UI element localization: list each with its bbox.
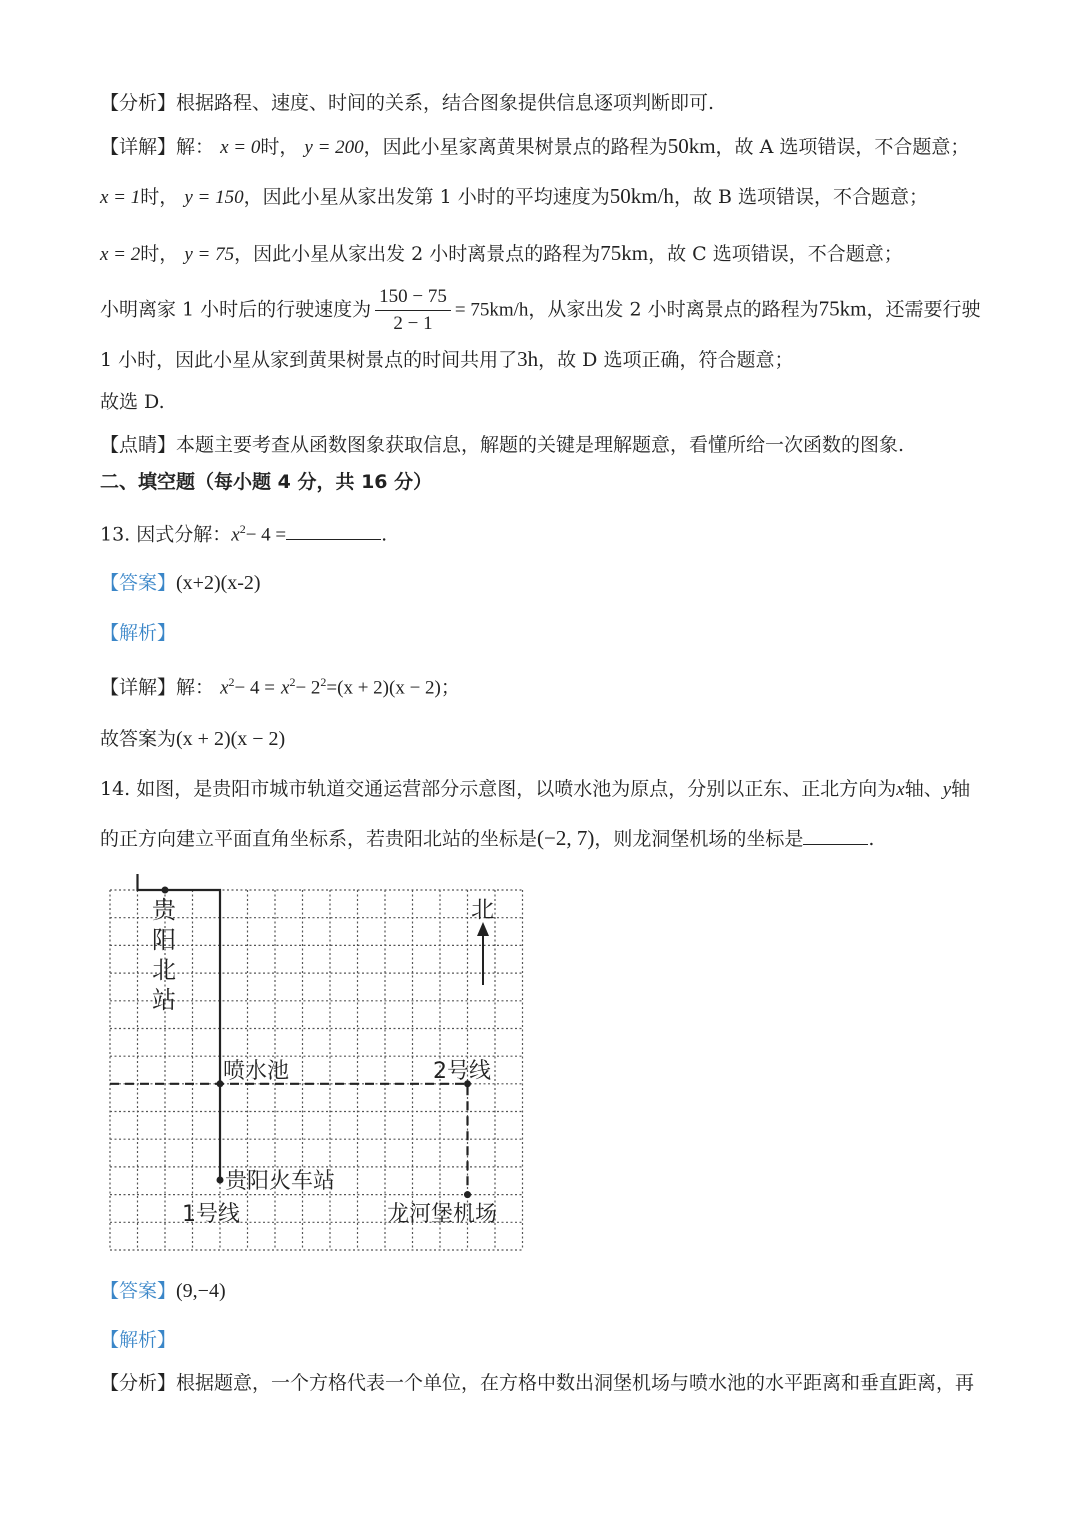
answer-blank	[803, 826, 868, 845]
north-station-label-4: 站	[152, 986, 176, 1014]
math-unit: 50km	[667, 134, 716, 158]
text: 时，	[140, 243, 179, 265]
math-unit: 3h	[517, 347, 539, 371]
answer-value: (x+2)(x-2)	[176, 572, 261, 594]
detail-tag: 【详解】	[100, 136, 177, 158]
north-station-label-2: 阳	[152, 926, 176, 954]
math-var: x	[281, 677, 290, 699]
math-sup: 2	[239, 522, 246, 536]
metro-line-1	[138, 874, 221, 1180]
text: 小明离家 1 小时后的行驶速度为	[100, 298, 372, 321]
detail-line-1	[100, 133, 969, 161]
north-label: 北	[471, 897, 494, 923]
text: ，则龙洞堡机场的坐标是	[594, 828, 804, 850]
analysis-line	[100, 90, 714, 116]
north-station-label-3: 北	[152, 956, 176, 984]
train-station-dot	[217, 1177, 224, 1184]
text: 解：	[176, 676, 215, 699]
airport-dot	[464, 1191, 471, 1198]
question-text: 14. 如图，是贵阳市城市轨道交通运营部分示意图，以喷水池为原点，分别以正东、正北方向为	[100, 778, 897, 800]
text: ，因此小星家离黄果树景点的路程为	[363, 136, 668, 158]
text: 时，	[140, 186, 179, 208]
math-sup: 2	[228, 675, 235, 689]
analysis-text: 根据路程、速度、时间的关系，结合图象提供信息逐项判断即可.	[176, 92, 715, 114]
comment-line	[100, 432, 904, 458]
comment-text: 本题主要考查从函数图象获取信息，解题的关键是理解题意，看懂所给一次函数的图象.	[176, 434, 905, 456]
math-expr: y = 75	[184, 244, 235, 265]
question-text: 13. 因式分解：	[100, 523, 232, 546]
answer-value: (9,−4)	[176, 1280, 226, 1302]
math-var: x	[231, 524, 240, 546]
line2-label: 2号线	[433, 1059, 491, 1084]
math-expr: =(x + 2)(x − 2)；	[326, 677, 460, 699]
fraction-numerator: 150 − 75	[375, 284, 451, 311]
comment-tag: 【点睛】	[100, 434, 177, 456]
math-expr: − 2	[295, 677, 321, 699]
choice-line: 故选 D.	[100, 391, 165, 413]
text: 轴	[951, 778, 971, 800]
math-var: x	[896, 779, 905, 800]
section-heading: 二、填空题（每小题 4 分，共 16 分）	[100, 471, 433, 493]
answer-tag: 【答案】	[100, 572, 177, 594]
text: 故答案为	[100, 728, 177, 750]
text: 时，	[260, 136, 299, 158]
question-14-line-1	[100, 776, 970, 803]
answer-tag: 【答案】	[100, 1280, 177, 1302]
detail-line-5	[100, 346, 793, 373]
detail-tag: 【详解】	[100, 676, 177, 699]
math-sup: 2	[320, 675, 327, 689]
analysis-tag-14: 【解析】	[100, 1329, 177, 1351]
analysis-tag-13: 【解析】	[100, 622, 177, 644]
final-answer-13	[100, 726, 285, 752]
train-station-label: 贵阳火车站	[225, 1169, 336, 1194]
airport-label: 龙河堡机场	[387, 1202, 498, 1227]
math-expr: − 4 =	[234, 677, 275, 699]
math-expr: x = 1	[100, 187, 141, 208]
text: 解：	[176, 136, 215, 158]
detail-line-4	[100, 284, 980, 337]
math-expr: y = 150	[184, 187, 244, 208]
math-unit: 75km	[600, 241, 649, 265]
answer-blank	[286, 521, 381, 540]
analysis-tag: 【分析】	[100, 1372, 177, 1394]
detail-line-3	[100, 240, 903, 268]
north-arrowhead-icon	[477, 922, 489, 936]
line1-label: 1号线	[182, 1202, 240, 1227]
text: ，故 D 选项正确，符合题意；	[538, 349, 794, 371]
math-expr: x = 0	[220, 137, 261, 158]
math-expr: y = 200	[304, 137, 364, 158]
analysis-tag: 【分析】	[100, 92, 177, 114]
text: ，因此小星从家出发 2 小时离景点的路程为	[234, 243, 601, 265]
text: ，故 A 选项错误，不合题意；	[715, 136, 970, 158]
text: ，故 B 选项错误，不合题意；	[673, 186, 928, 208]
text: ，因此小星从家出发第 1 小时的平均速度为	[243, 186, 610, 208]
text: ，从家出发 2 小时离景点的路程为	[528, 298, 819, 321]
text: ，还需要行驶	[866, 298, 981, 321]
detail-line-2	[100, 183, 928, 211]
fraction-denominator: 2 − 1	[393, 313, 433, 334]
math-sup: 2	[289, 675, 296, 689]
analysis-14	[100, 1370, 974, 1396]
math-expr: = 75km/h	[454, 299, 529, 321]
math-var: x	[220, 677, 229, 699]
answer-13	[100, 570, 261, 596]
question-13: 13. 因式分解：$x^2- 4$ = .	[100, 522, 388, 546]
math-expr: x = 2	[100, 244, 141, 265]
answer-14	[100, 1278, 226, 1304]
math-expr: − 4 =	[245, 524, 287, 546]
text: 1 小时，因此小星从家到黄果树景点的时间共用了	[100, 349, 518, 371]
math-unit: 75km	[818, 296, 867, 321]
analysis-text: 根据题意，一个方格代表一个单位，在方格中数出洞堡机场与喷水池的水平距离和垂直距离，再	[176, 1372, 975, 1394]
detail-13	[100, 669, 460, 701]
north-station-label-1: 贵	[152, 896, 176, 924]
text: ，故 C 选项错误，不合题意；	[648, 243, 903, 265]
transit-map-figure	[105, 870, 530, 1255]
question-text: 的正方向建立平面直角坐标系，若贵阳北站的坐标是	[100, 828, 538, 850]
fountain-label: 喷水池	[223, 1059, 290, 1084]
north-station-dot	[162, 887, 169, 894]
math-coord: (−2, 7)	[537, 826, 595, 850]
math-expr: (x + 2)(x − 2)	[176, 728, 286, 750]
question-14-line-2: 的正方向建立平面直角坐标系，若贵阳北站的坐标是(−2, 7)，则龙洞堡机场的坐标是 .	[100, 826, 875, 850]
math-unit: 50km/h	[609, 184, 674, 208]
fraction	[375, 284, 451, 337]
text: 轴、	[904, 778, 943, 800]
math-var: y	[942, 779, 952, 800]
